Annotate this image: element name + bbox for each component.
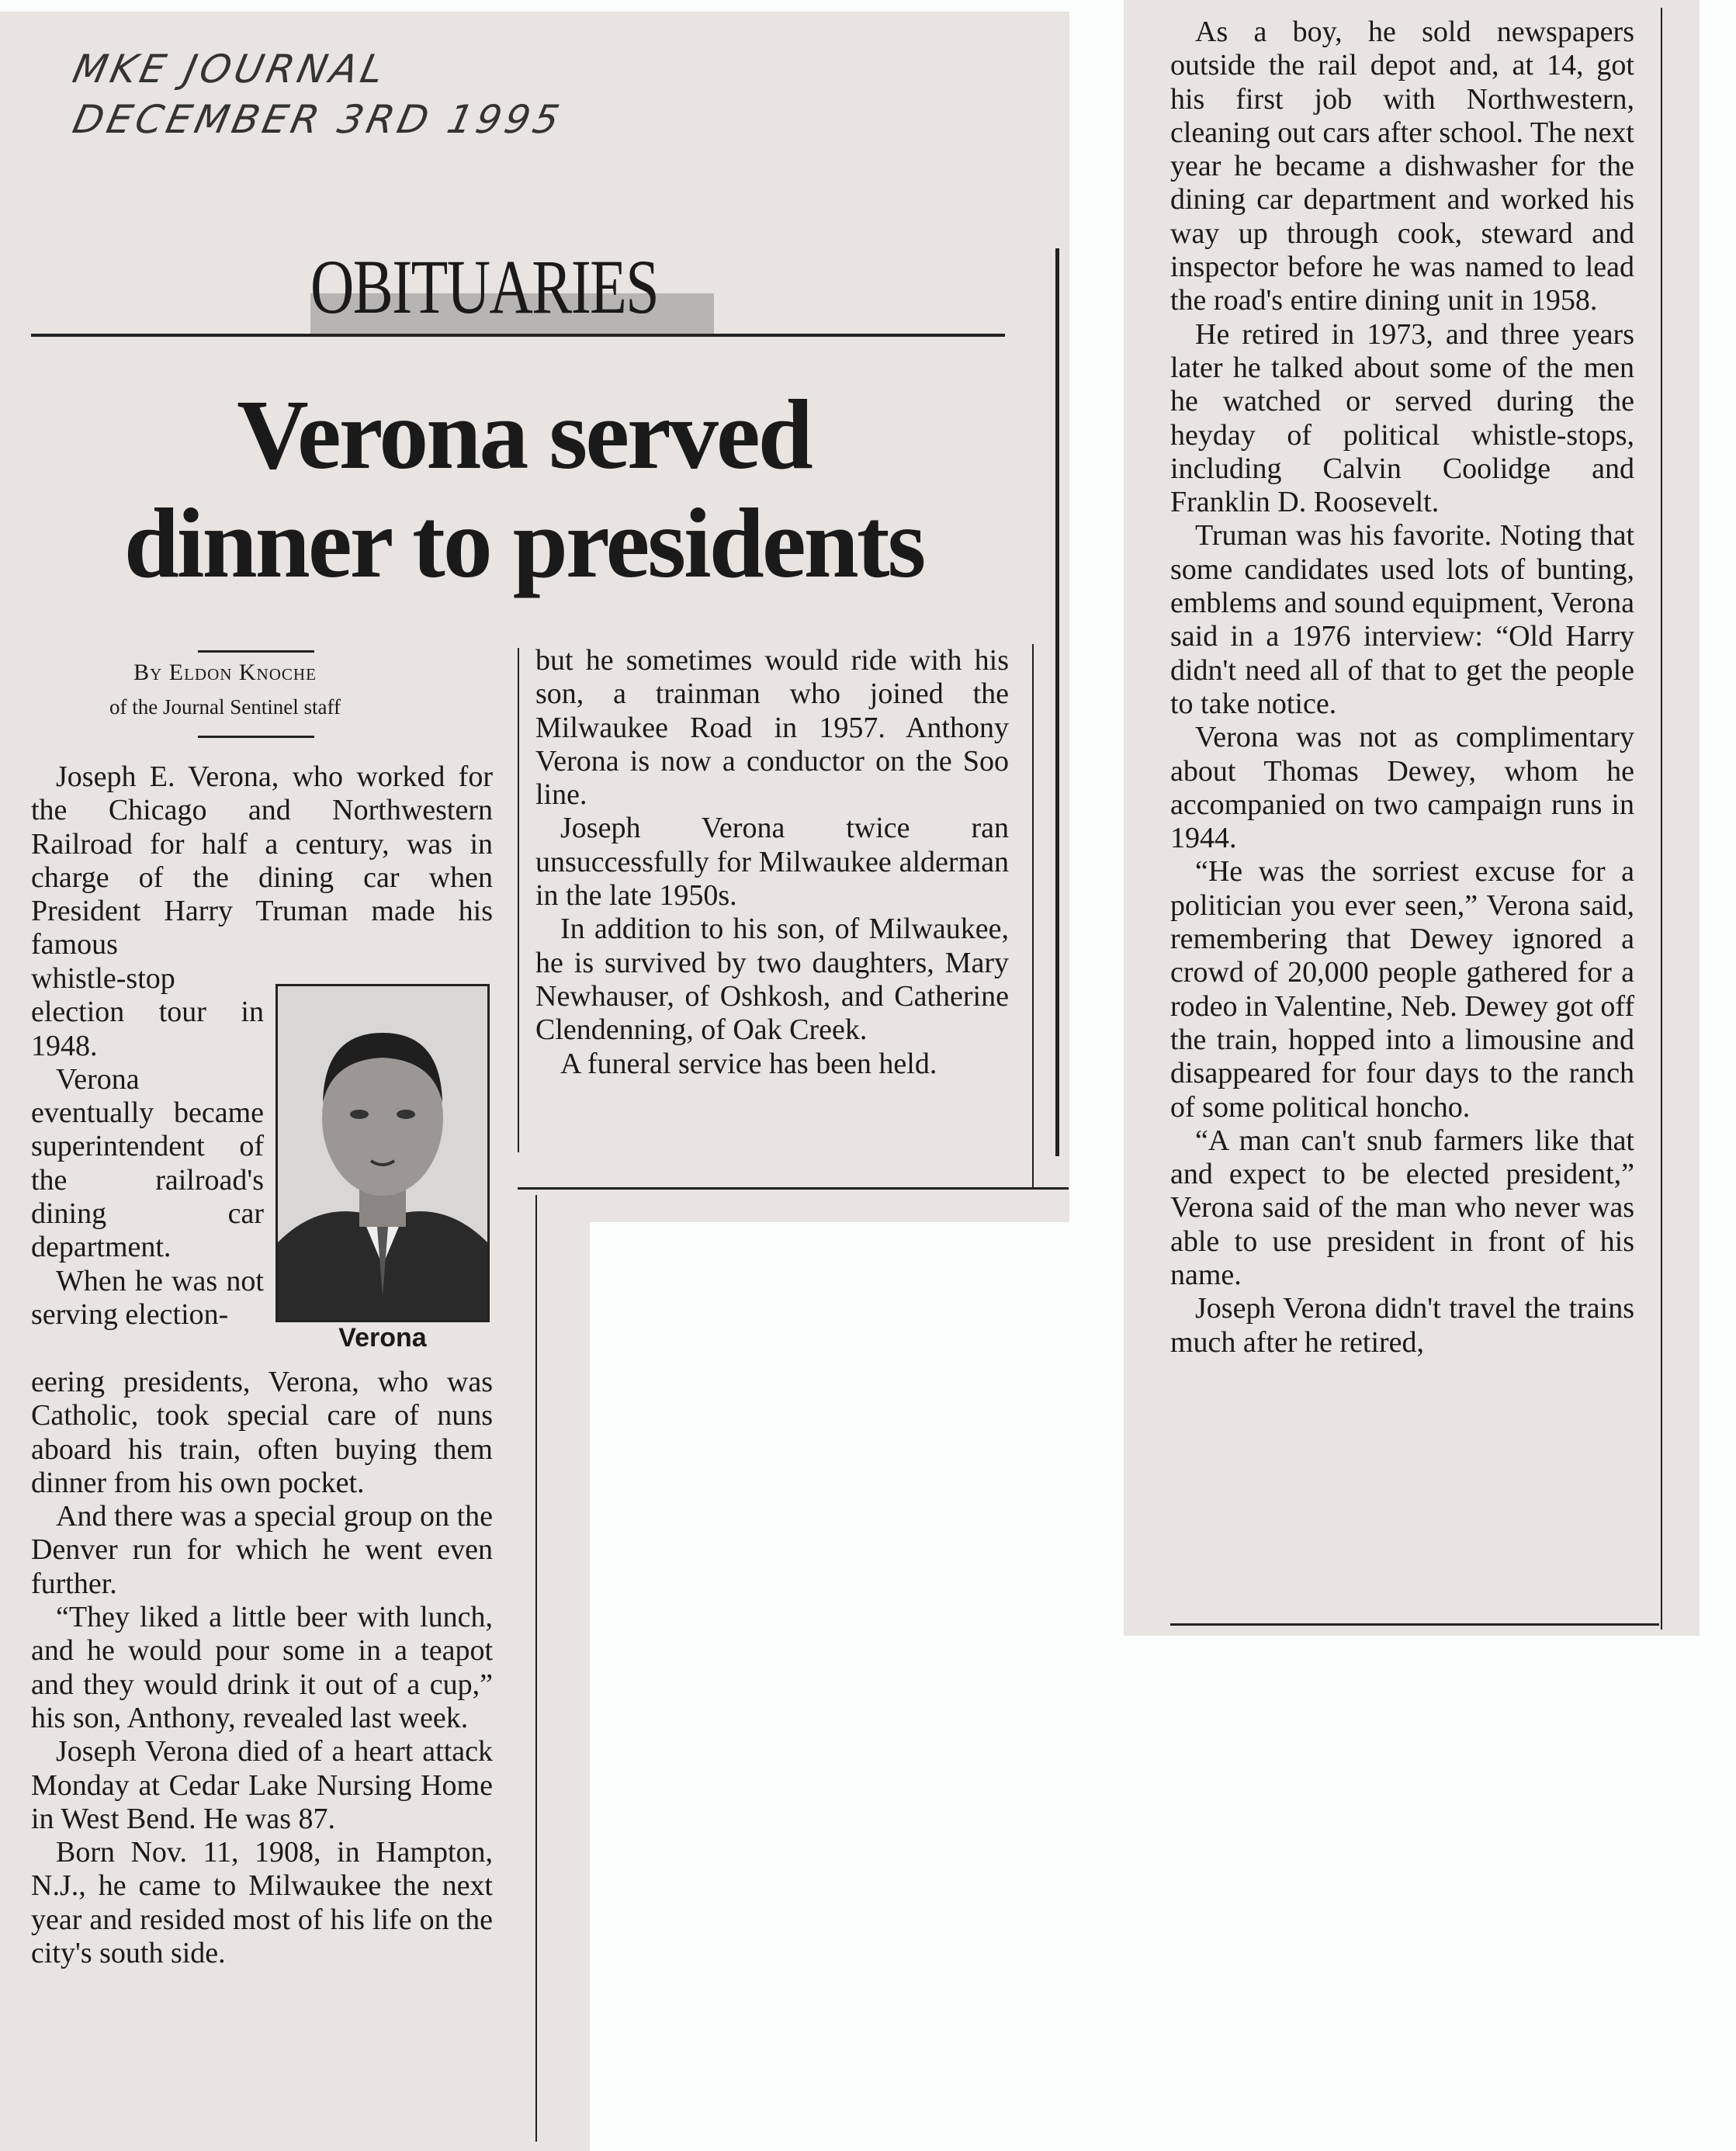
paragraph: Truman was his favorite. Noting that some candidates used lots of bunting, emblems and sound equipment, Verona said in a 1976 interview: “Old Harry didn't need all of that to get the people to take notice.: [1170, 519, 1634, 720]
paragraph: “They liked a little beer with lunch, and he would pour some in a teapot and they would drink it out of a cup,” his son, Anthony, revealed last week.: [31, 1601, 493, 1734]
column-rule-1: [518, 648, 519, 1152]
paragraph: eering presidents, Verona, who was Catholic, took special care of nuns aboard his train, often buying them dinner from his own pocket.: [31, 1366, 493, 1499]
paragraph: but he sometimes would ride with his son, a trainman who joined the Milwaukee Road in 1957. Anthony Verona is now a conductor on the Soo line.: [535, 644, 1009, 812]
paragraph: “He was the sorriest excuse for a politician you ever seen,” Verona said, remembering that Dewey ignored a crowd of 20,000 people gathered for a rodeo in Valentine, Neb. Dewey got off the train, hopped into a limousine and disappeared for four days to the ranch of some political honcho.: [1170, 855, 1634, 1124]
column-1-wrap: [31, 962, 264, 1332]
paragraph: Joseph Verona twice ran unsuccessfully for Milwaukee alderman in the late 1950s.: [535, 812, 1009, 913]
paragraph: In addition to his son, of Milwaukee, he is survived by two daughters, Mary Newhauser, of Oshkosh, and Catherine Clendenning, of Oak Creek.: [535, 913, 1009, 1047]
paragraph: A funeral service has been held.: [560, 1047, 937, 1080]
paragraph: He retired in 1973, and three years later he talked about some of the men he watched or served during the heyday of political whistle-stops, including Calvin Coolidge and Franklin D. Roosevelt.: [1170, 317, 1634, 519]
column-rule-3: [535, 1195, 537, 2142]
column-3-rule: [1661, 8, 1662, 1630]
paragraph: Joseph E. Verona, who worked for the Chicago and Northwestern Railroad for half a century, was in charge of the dining car when President Harry Truman made his famous: [31, 760, 493, 961]
verona-portrait-photo: [275, 984, 490, 1322]
paragraph: whistle-stop election tour in 1948.: [31, 962, 264, 1062]
clipping-edge-rule: [1055, 248, 1059, 1156]
column-2: [535, 644, 1009, 1081]
headline-line-1: Verona served: [237, 379, 811, 490]
paragraph: Verona eventually became superintendent of the railroad's dining car department.: [31, 1062, 264, 1264]
byline-author: By Eldon Knoche: [133, 660, 317, 685]
paragraph: As a boy, he sold newspapers outside the rail depot and, at 14, got his first job with Northwestern, cleaning out cars after school. The next year he became a dishwasher for the dining car department and worked his way up through cook, steward and inspector before he was named to lead the road's entire dining unit in 1958.: [1170, 16, 1634, 317]
paragraph: Joseph Verona died of a heart attack Monday at Cedar Lake Nursing Home in West Bend. He was 87.: [31, 1735, 493, 1835]
column-1-bottom: [31, 1366, 493, 1970]
handwritten-date: DECEMBER 3RD 1995: [68, 97, 567, 142]
column-3: [1170, 16, 1634, 1360]
paragraph: Joseph Verona didn't travel the trains much after he retired,: [1170, 1292, 1634, 1359]
paragraph: Born Nov. 11, 1908, in Hampton, N.J., he came to Milwaukee the next year and resided most of his life on the city's south side.: [31, 1836, 493, 1970]
column-2-bottom-rule: [518, 1187, 1069, 1190]
byline-rule-top: [198, 650, 314, 653]
portrait-icon: [278, 986, 487, 1320]
paragraph: When he was not serving election-: [31, 1264, 264, 1331]
column-rule-2: [1032, 644, 1034, 1187]
column-3-bottom-rule: [1170, 1623, 1659, 1626]
paragraph: “A man can't snub farmers like that and expect to be elected president,” Verona said of the man who never was able to use president in front of his name.: [1170, 1124, 1634, 1291]
byline-rule-bottom: [198, 736, 314, 738]
handwritten-source: MKE JOURNAL: [68, 47, 392, 92]
paragraph: Verona was not as complimentary about Thomas Dewey, whom he accompanied on two campaign runs in 1944.: [1170, 721, 1634, 855]
headline-line-2: dinner to presidents: [123, 488, 924, 598]
column-1-top: [31, 760, 493, 962]
photo-caption: Verona: [338, 1323, 427, 1353]
paragraph: And there was a special group on the Denver run for which he went even further.: [31, 1500, 493, 1600]
section-rule: [31, 334, 1005, 337]
byline-staff: of the Journal Sentinel staff: [109, 695, 341, 719]
section-heading: OBITUARIES: [310, 244, 659, 330]
